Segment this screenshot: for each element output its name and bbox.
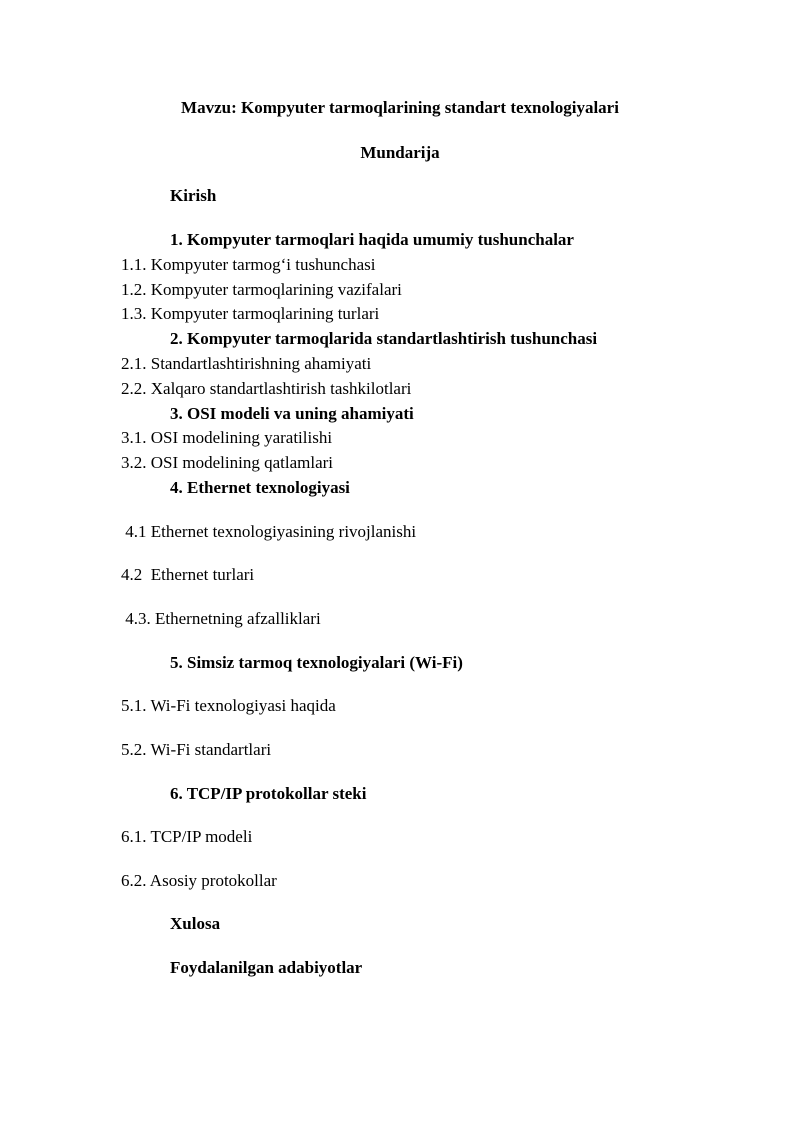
toc-subsection-5-2: 5.2. Wi-Fi standartlari [121, 740, 272, 759]
toc-section-2: 2. Kompyuter tarmoqlarida standartlashtirish tushunchasi [170, 329, 598, 348]
toc-subsection-3-1: 3.1. OSI modelining yaratilishi [121, 428, 333, 447]
toc-section-6: 6. TCP/IP protokollar steki [170, 784, 367, 803]
toc-subsection-1-2: 1.2. Kompyuter tarmoqlarining vazifalari [121, 280, 402, 299]
toc-subsection-1-1: 1.1. Kompyuter tarmog‘i tushunchasi [121, 255, 376, 274]
toc-entry-conclusion: Xulosa [170, 914, 221, 933]
toc-subsection-6-1: 6.1. TCP/IP modeli [121, 827, 253, 846]
toc-subsection-1-3: 1.3. Kompyuter tarmoqlarining turlari [121, 304, 380, 323]
toc-heading: Mundarija [360, 143, 440, 162]
toc-section-1: 1. Kompyuter tarmoqlari haqida umumiy tushunchalar [170, 230, 574, 249]
toc-subsection-4-2: 4.2 Ethernet turlari [121, 565, 255, 584]
toc-subsection-5-1: 5.1. Wi-Fi texnologiyasi haqida [121, 696, 336, 715]
toc-subsection-2-2: 2.2. Xalqaro standartlashtirish tashkilotlari [121, 379, 412, 398]
toc-section-4: 4. Ethernet texnologiyasi [170, 478, 350, 497]
toc-entry-introduction: Kirish [170, 186, 217, 205]
toc-entry-references: Foydalanilgan adabiyotlar [170, 958, 363, 977]
toc-section-3: 3. OSI modeli va uning ahamiyati [170, 404, 414, 423]
toc-subsection-2-1: 2.1. Standartlashtirishning ahamiyati [121, 354, 372, 373]
toc-subsection-4-1: 4.1 Ethernet texnologiyasining rivojlanishi [121, 522, 417, 541]
toc-subsection-6-2: 6.2. Asosiy protokollar [121, 871, 277, 890]
document-title: Mavzu: Kompyuter tarmoqlarining standart texnologiyalari [181, 98, 619, 117]
toc-section-5: 5. Simsiz tarmoq texnologiyalari (Wi-Fi) [170, 653, 463, 672]
toc-subsection-4-3: 4.3. Ethernetning afzalliklari [121, 609, 321, 628]
toc-subsection-3-2: 3.2. OSI modelining qatlamlari [121, 453, 333, 472]
